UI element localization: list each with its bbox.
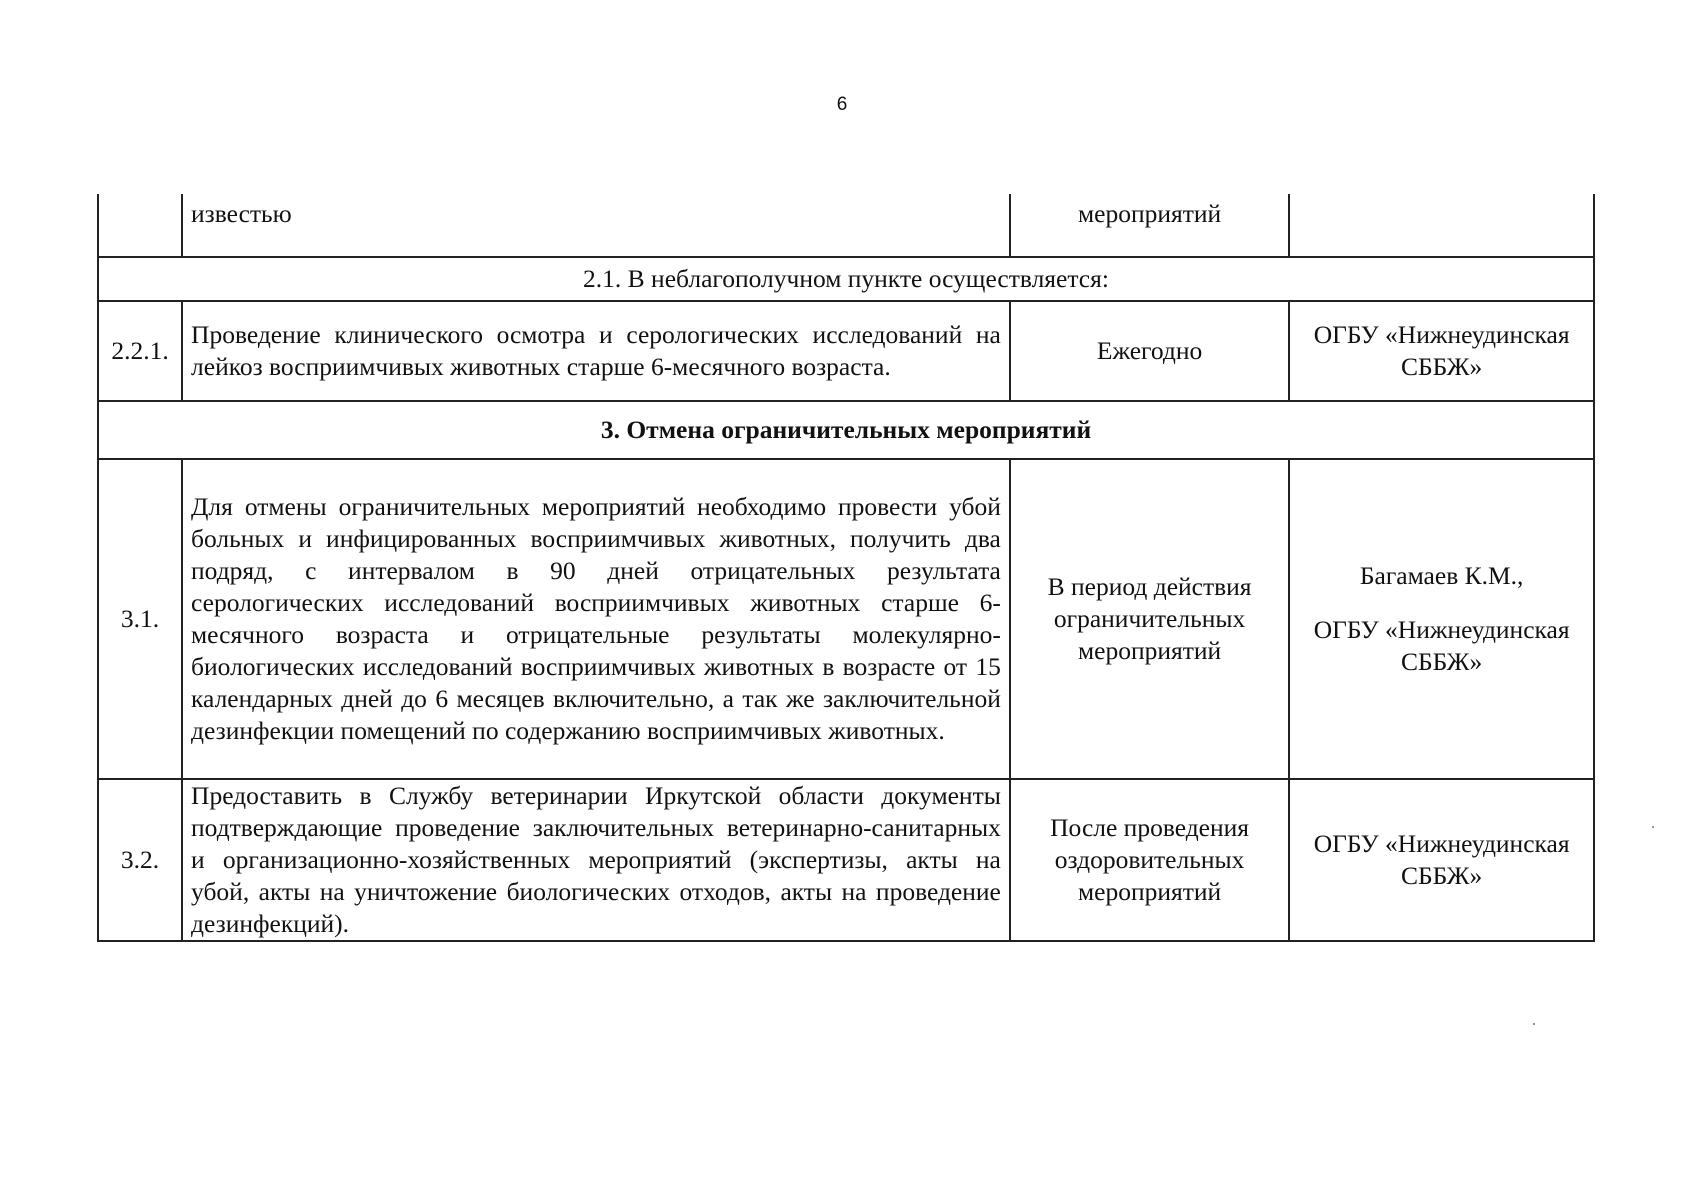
term-cell: мероприятий [1010,194,1289,257]
responsible-cell: ОГБУ «Нижнеудинская СББЖ» [1289,301,1594,401]
row-number-cell: 3.1. [98,459,182,779]
term-cell: Ежегодно [1010,301,1289,401]
responsible-org: ОГБУ «Нижнеудинская СББЖ» [1313,615,1570,676]
section-row-3 [98,401,1594,459]
term-cell: После проведения оздоровительных мероприятий [1010,779,1289,941]
measure-text-cell: Предоставить в Службу ветеринарии Иркутской области документы подтверждающие проведение заключительных ветеринарно-санитарных и организационно-хозяйственных мероприятий (экспертизы, акты на убой, акты на уничтожение биологических отходов, акты на проведение дезинфекций). [182,779,1010,941]
section-title: 2.1. В неблагополучном пункте осуществляется: [98,257,1594,301]
term-cell: В период действия ограничительных мероприятий [1010,459,1289,779]
table-row-continuation [98,194,1594,257]
row-number-cell: 2.2.1. [98,301,182,401]
measure-text-cell: Для отмены ограничительных мероприятий необходимо провести убой больных и инфицированных восприимчивых животных, получить два подряд, с интервалом в 90 дней отрицательных результата серологических исследований восприимчивых животных старше 6-месячного возраста и отрицательные результаты молекулярно-биологических исследований восприимчивых животных в возрасте от 15 календарных дней до 6 месяцев включительно, а так же заключительной дезинфекции помещений по содержанию восприимчивых животных. [182,459,1010,779]
row-number-cell: 3.2. [98,779,182,941]
responsible-person: Багамаев К.М., [1359,561,1524,590]
page-number: 6 [836,94,848,115]
measures-table [97,194,1595,942]
table-row-3-1 [98,459,1594,779]
responsible-cell [1289,194,1594,257]
table-row-3-2 [98,779,1594,941]
row-number-cell [98,194,182,257]
responsible-cell [1289,459,1594,779]
table-row-2-2-1 [98,301,1594,401]
scan-speck [1533,1023,1535,1025]
section-row-2-1 [98,257,1594,301]
spacer [1298,592,1585,614]
measure-text-cell: Проведение клинического осмотра и серологических исследований на лейкоз восприимчивых животных старше 6-месячного возраста. [182,301,1010,401]
scan-speck [1652,826,1654,828]
section-title: 3. Отмена ограничительных мероприятий [98,401,1594,459]
responsible-cell: ОГБУ «Нижнеудинская СББЖ» [1289,779,1594,941]
measure-text-cell: известью [182,194,1010,257]
